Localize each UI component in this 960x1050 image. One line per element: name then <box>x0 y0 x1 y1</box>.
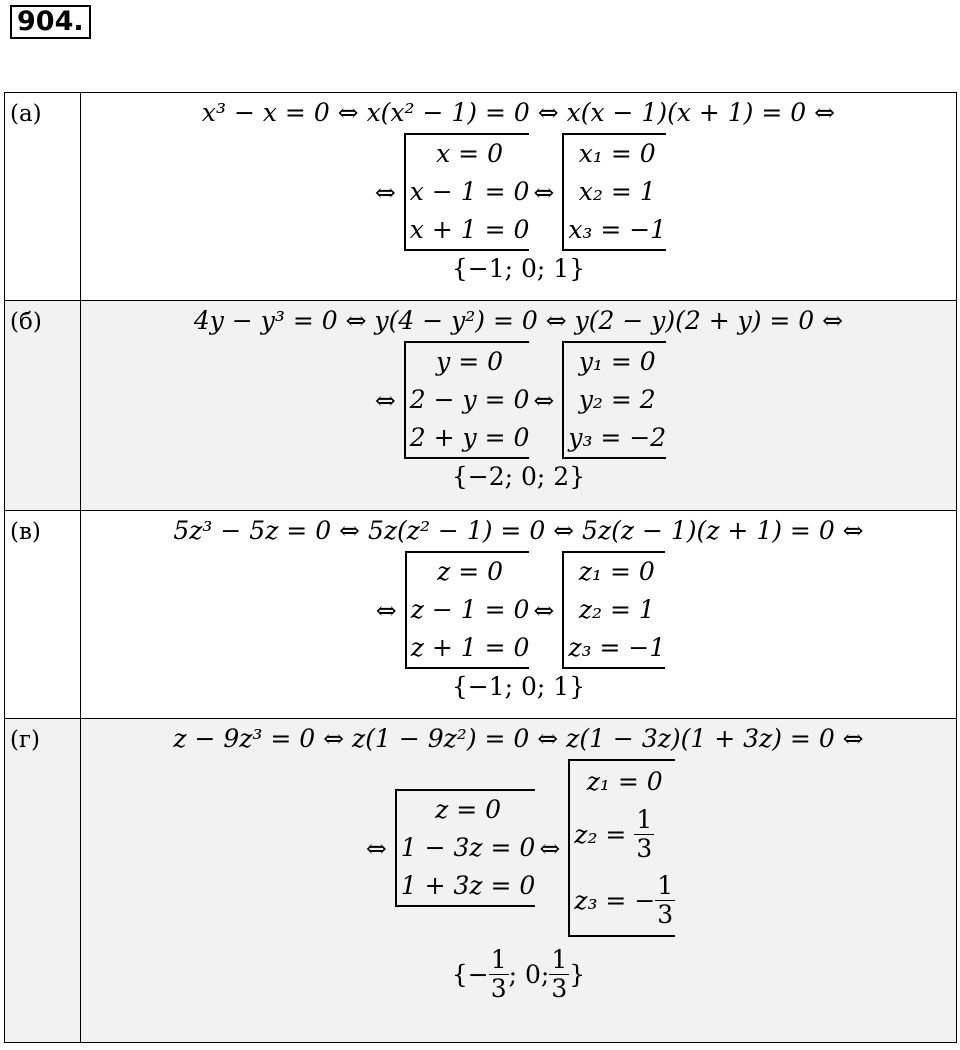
solution-cell <box>81 93 957 301</box>
root: z₂ = 1 <box>578 595 655 624</box>
root-lhs: z₂ = <box>574 819 627 849</box>
row-label: (б) <box>5 301 81 511</box>
answer-open: {− <box>451 959 489 989</box>
system-bracket <box>405 551 530 669</box>
task-number: 904. <box>10 5 91 39</box>
equation-line: x³ − x = 0 ⇔ x(x² − 1) = 0 ⇔ x(x − 1)(x + 1) = 0 ⇔ <box>201 98 836 127</box>
root: y₂ = 2 <box>578 385 656 414</box>
root: x₃ = −1 <box>568 215 667 244</box>
system-eq: x − 1 = 0 <box>409 177 530 206</box>
table-row <box>5 93 957 301</box>
iff-symbol: ⇔ <box>533 177 555 207</box>
solution-table <box>4 92 957 1043</box>
system-eq: x + 1 = 0 <box>409 215 530 244</box>
roots-bracket <box>562 133 666 251</box>
answer-close: } <box>569 959 586 989</box>
system-bracket <box>404 341 530 459</box>
row-label: (г) <box>5 719 81 1043</box>
root: z₁ = 0 <box>586 767 663 796</box>
root: z₁ = 0 <box>578 557 655 586</box>
fraction-numerator: 1 <box>490 944 507 974</box>
iff-symbol: ⇔ <box>374 385 396 415</box>
fraction-numerator: 1 <box>636 804 653 834</box>
fraction <box>549 946 569 1003</box>
root: z₃ = −1 <box>568 633 666 662</box>
answer-set: {−1; 0; 1} <box>451 254 586 283</box>
fraction-denominator: 3 <box>490 973 507 1003</box>
roots-bracket <box>568 759 675 937</box>
fraction-denominator: 3 <box>657 899 674 929</box>
system-line <box>81 133 956 251</box>
root <box>574 867 675 933</box>
roots-bracket <box>562 341 666 459</box>
iff-symbol: ⇔ <box>533 385 555 415</box>
table-row <box>5 301 957 511</box>
iff-symbol: ⇔ <box>375 595 397 625</box>
root-lhs: z₃ = − <box>574 885 656 915</box>
system-eq: 2 + y = 0 <box>409 423 530 452</box>
table-row <box>5 511 957 719</box>
system-bracket <box>404 133 530 251</box>
fraction <box>634 806 654 863</box>
answer-set: {−2; 0; 2} <box>451 462 586 491</box>
system-line <box>81 341 956 459</box>
system-eq: x = 0 <box>436 139 503 168</box>
system-eq: 2 − y = 0 <box>409 385 530 414</box>
row-label: (а) <box>5 93 81 301</box>
system-line <box>81 759 956 937</box>
answer-set <box>81 941 956 1007</box>
root <box>574 801 675 867</box>
answer-set: {−1; 0; 1} <box>451 672 586 701</box>
iff-symbol: ⇔ <box>365 833 387 863</box>
system-bracket <box>395 789 536 907</box>
fraction-denominator: 3 <box>636 833 653 863</box>
root: y₃ = −2 <box>568 423 667 452</box>
system-eq: z = 0 <box>435 795 502 824</box>
root: y₁ = 0 <box>578 347 656 376</box>
system-eq: z + 1 = 0 <box>410 633 530 662</box>
system-eq: z − 1 = 0 <box>410 595 530 624</box>
solution-cell <box>81 301 957 511</box>
equation-line: z − 9z³ = 0 ⇔ z(1 − 9z²) = 0 ⇔ z(1 − 3z)(1 + 3z) = 0 ⇔ <box>173 724 864 753</box>
roots-bracket <box>562 551 665 669</box>
table-row <box>5 719 957 1043</box>
system-eq: 1 − 3z = 0 <box>400 833 536 862</box>
system-eq: y = 0 <box>436 347 504 376</box>
solution-cell <box>81 719 957 1043</box>
fraction <box>489 946 509 1003</box>
row-label: (в) <box>5 511 81 719</box>
answer-mid: ; 0; <box>508 959 550 989</box>
equation-line: 5z³ − 5z = 0 ⇔ 5z(z² − 1) = 0 ⇔ 5z(z − 1)(z + 1) = 0 ⇔ <box>173 516 864 545</box>
root: x₁ = 0 <box>578 139 656 168</box>
iff-symbol: ⇔ <box>374 177 396 207</box>
fraction-denominator: 3 <box>551 973 568 1003</box>
system-eq: 1 + 3z = 0 <box>400 871 536 900</box>
solution-cell <box>81 511 957 719</box>
equation-line: 4y − y³ = 0 ⇔ y(4 − y²) = 0 ⇔ y(2 − y)(2 + y) = 0 ⇔ <box>193 306 844 335</box>
system-line <box>81 551 956 669</box>
root: x₂ = 1 <box>578 177 656 206</box>
iff-symbol: ⇔ <box>539 833 561 863</box>
fraction-numerator: 1 <box>551 944 568 974</box>
fraction <box>655 872 675 929</box>
iff-symbol: ⇔ <box>533 595 555 625</box>
system-eq: z = 0 <box>437 557 504 586</box>
fraction-numerator: 1 <box>657 870 674 900</box>
